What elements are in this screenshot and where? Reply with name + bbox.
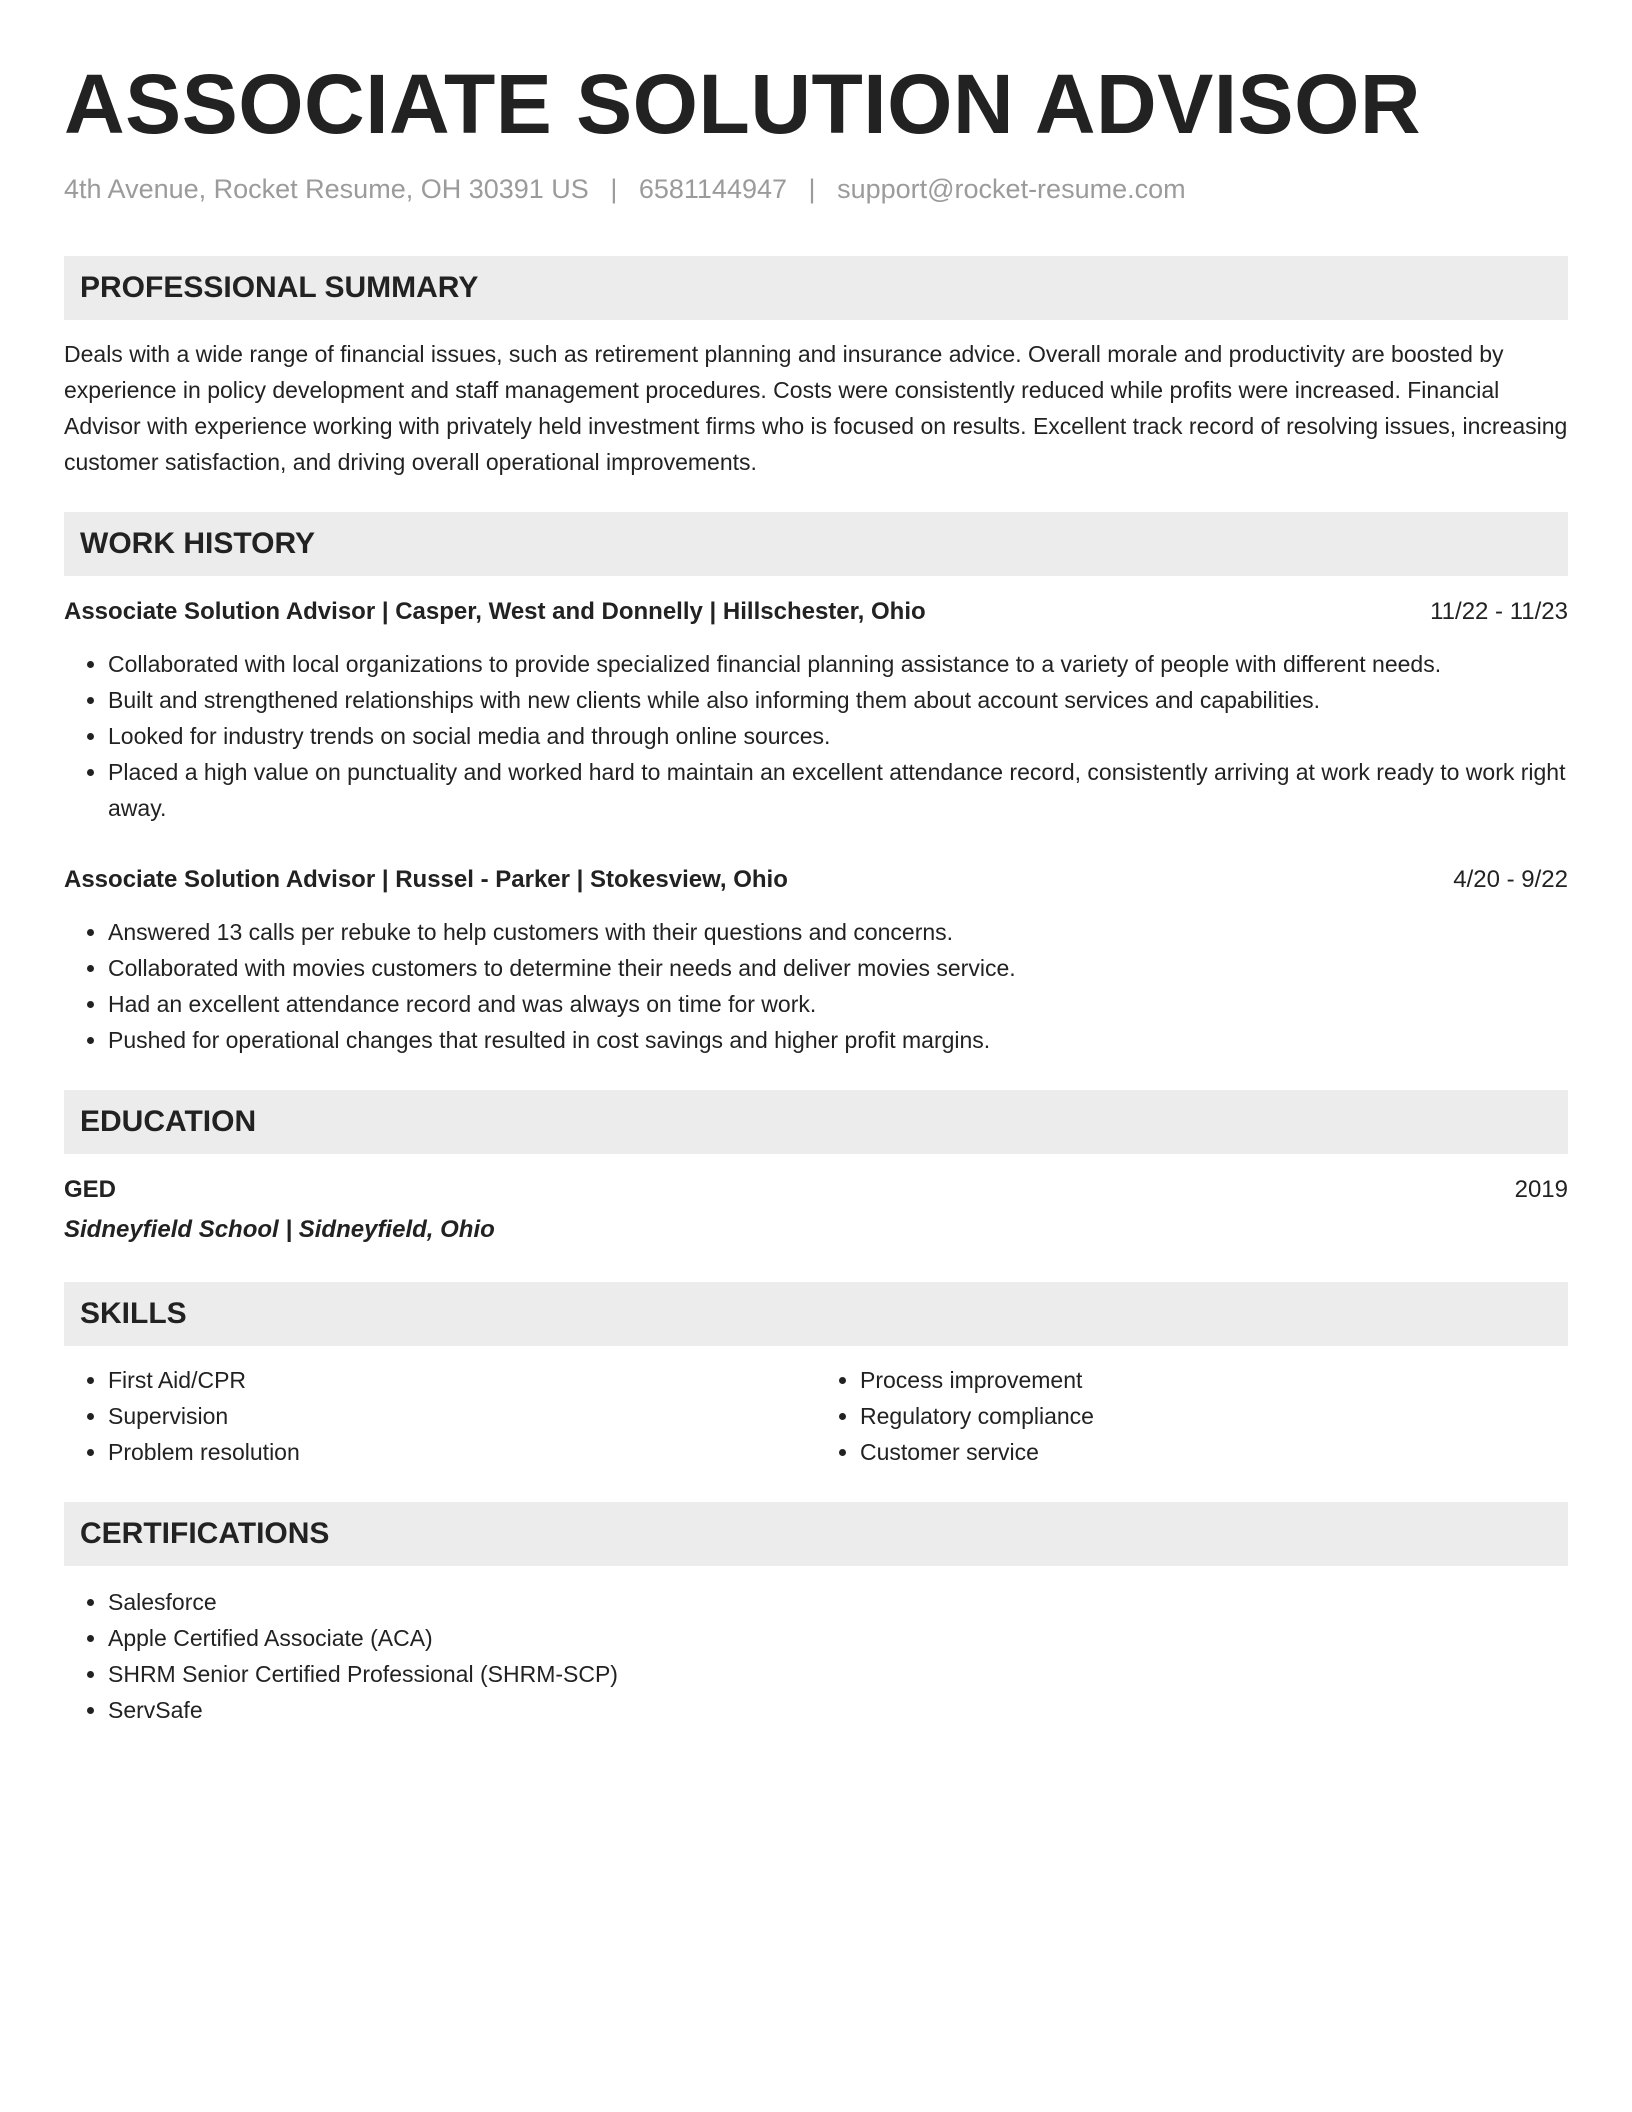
skill-item: • Customer service <box>860 1434 1568 1470</box>
education-school: Sidneyfield School | Sidneyfield, Ohio <box>64 1216 495 1243</box>
skills-list <box>64 1362 816 1470</box>
skills-grid <box>64 1362 1568 1470</box>
contact-line <box>64 172 1568 206</box>
skills-heading: SKILLS <box>64 1282 1568 1346</box>
job-bullet: • Collaborated with local organizations to provide specialized financial planning assistance to a variety of people with different needs. <box>108 646 1568 682</box>
skills-column-left <box>64 1362 816 1470</box>
certifications-list <box>64 1584 1568 1728</box>
job-bullet: • Collaborated with movies customers to determine their needs and deliver movies service. <box>108 950 1568 986</box>
certification-item: • Salesforce <box>108 1584 1568 1620</box>
certification-item: • Apple Certified Associate (ACA) <box>108 1620 1568 1656</box>
job-bullets <box>64 646 1568 826</box>
education-degree: GED <box>64 1176 117 1203</box>
job-entry <box>64 864 1568 1058</box>
job-bullet: • Answered 13 calls per rebuke to help customers with their questions and concerns. <box>108 914 1568 950</box>
skill-item: • Problem resolution <box>108 1434 816 1470</box>
summary-heading: PROFESSIONAL SUMMARY <box>64 256 1568 320</box>
skills-column-right <box>816 1362 1568 1470</box>
job-dates: 11/22 - 11/23 <box>1430 598 1568 625</box>
job-bullet: • Placed a high value on punctuality and worked hard to maintain an excellent attendance record, consistently arriving at work ready to work right away. <box>108 754 1568 826</box>
job-bullet: • Looked for industry trends on social media and through online sources. <box>108 718 1568 754</box>
skill-item: • Supervision <box>108 1398 816 1434</box>
certifications-heading: CERTIFICATIONS <box>64 1502 1568 1566</box>
certification-item: • SHRM Senior Certified Professional (SHRM-SCP) <box>108 1656 1568 1692</box>
job-title: Associate Solution Advisor | Casper, West and Donnelly | Hillschester, Ohio <box>64 598 926 625</box>
contact-address: 4th Avenue, Rocket Resume, OH 30391 US <box>64 174 589 204</box>
candidate-name: ASSOCIATE SOLUTION ADVISOR <box>64 57 1422 151</box>
contact-email: support@rocket-resume.com <box>837 174 1186 204</box>
education-year: 2019 <box>1514 1176 1568 1203</box>
job-entry <box>64 596 1568 826</box>
job-header <box>64 596 1568 628</box>
education-entry <box>64 1174 1568 1246</box>
work-history-heading: WORK HISTORY <box>64 512 1568 576</box>
summary-text: Deals with a wide range of financial issues, such as retirement planning and insurance advice. Overall morale and productivity are boosted by experience in policy development and staff management procedures. Costs were consistently reduced while profits were increased. Financial Advisor with experience working with privately held investment firms who is focused on results. Excellent track record of resolving issues, increasing customer satisfaction, and driving overall operational improvements. <box>64 341 1568 475</box>
education-heading: EDUCATION <box>64 1090 1568 1154</box>
job-title: Associate Solution Advisor | Russel - Parker | Stokesview, Ohio <box>64 866 788 893</box>
job-bullet: • Pushed for operational changes that resulted in cost savings and higher profit margins. <box>108 1022 1568 1058</box>
job-bullet: • Built and strengthened relationships with new clients while also informing them about account services and capabilities. <box>108 682 1568 718</box>
job-header <box>64 864 1568 896</box>
skill-item: • Regulatory compliance <box>860 1398 1568 1434</box>
skill-item: • First Aid/CPR <box>108 1362 816 1398</box>
skills-list <box>816 1362 1568 1470</box>
job-bullets <box>64 914 1568 1058</box>
education-header <box>64 1174 1568 1206</box>
job-bullet: • Had an excellent attendance record and was always on time for work. <box>108 986 1568 1022</box>
contact-separator: | <box>808 174 816 204</box>
skill-item: • Process improvement <box>860 1362 1568 1398</box>
contact-separator: | <box>610 174 618 204</box>
contact-phone: 6581144947 <box>638 174 788 204</box>
certification-item: • ServSafe <box>108 1692 1568 1728</box>
job-dates: 4/20 - 9/22 <box>1453 866 1568 893</box>
